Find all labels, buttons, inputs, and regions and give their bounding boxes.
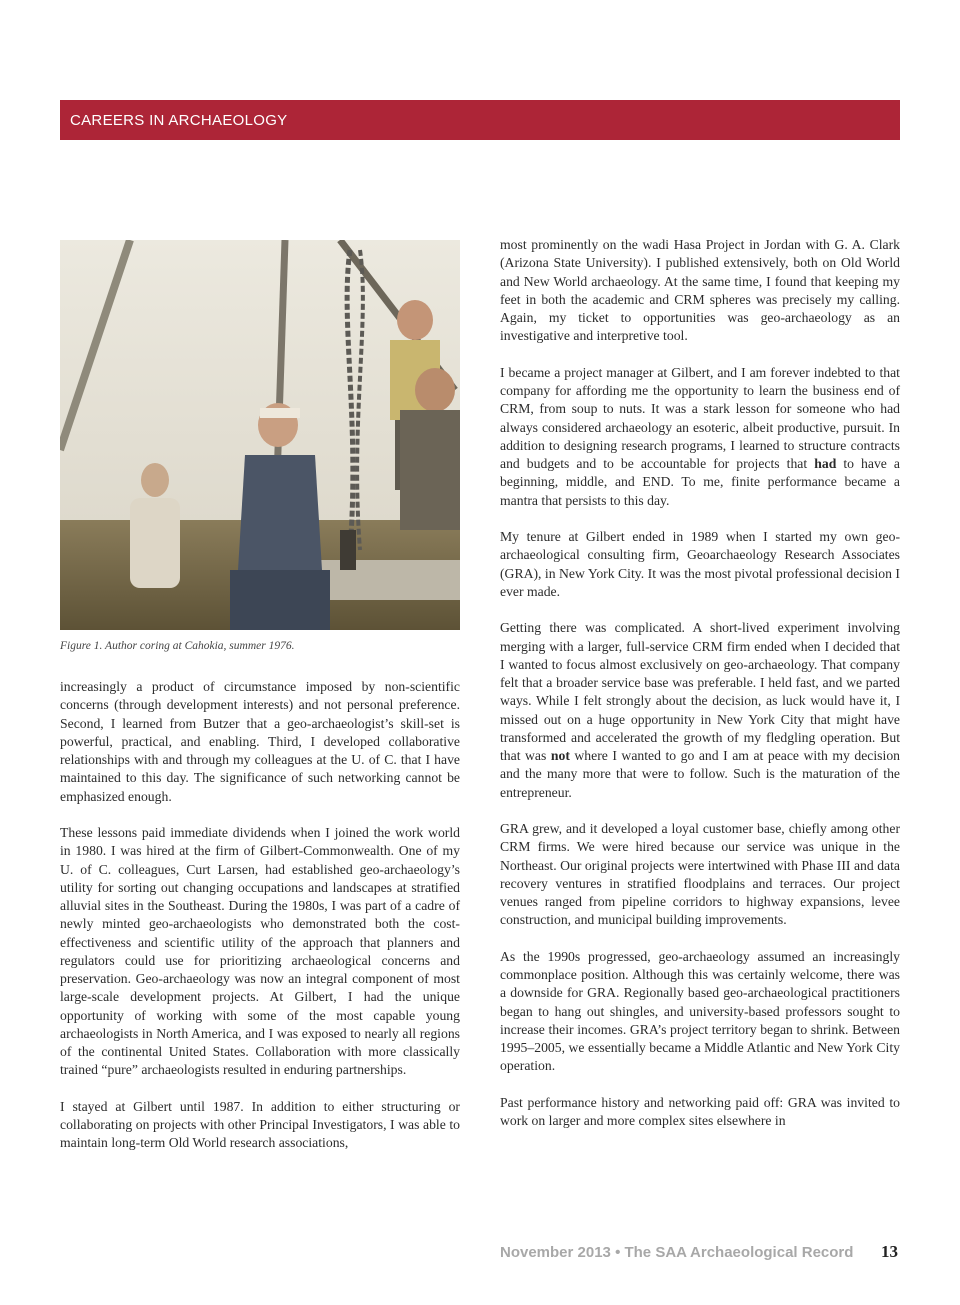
footer-publication: November 2013 • The SAA Archaeological Record — [500, 1244, 854, 1261]
paragraph: GRA grew, and it developed a loyal customer base, chiefly among other CRM firms. We were hired because our service was unique in the Northeast. Our original projects were intertwined with Phase III and data recovery ventures in stratified floodplains and terraces. Our project venues ranged from pipeline corridors to highway expansions, levee construction, and municipal building improvements. — [500, 821, 900, 928]
paragraph: increasingly a product of circumstance imposed by non-scientific concerns (through development interests) and not personal preference. Second, I learned from Butzer that a geo-archaeologist’s skill-set is powerful, practical, and enabling. Third, I developed collaborative relationships with and through my colleagues at the U. of C. that I have maintained to this day. The significance of such networking cannot be emphasized enough. — [60, 679, 460, 804]
figure-caption: Figure 1. Author coring at Cahokia, summer 1976. — [60, 640, 295, 652]
paragraph: As the 1990s progressed, geo-archaeology assumed an increasingly commonplace position. Although this was certainly welcome, there was a downside for GRA. Regionally based geo-archaeological practitioners began to hang out shingles, and university-based professors sought to increase their incomes. GRA’s project territory began to shrink. Between 1995–2005, we essentially became a Middle Atlantic and New York City operation. — [500, 948, 900, 1074]
paragraph: My tenure at Gilbert ended in 1989 when I started my own geo-archaeological consulting firm, Geoarchaeology Research Associates (GRA), in New York City. It was the most pivotal professional decision I ever made. — [500, 529, 900, 599]
paragraph — [500, 619, 900, 802]
section-title: CAREERS IN ARCHAEOLOGY — [70, 111, 288, 129]
paragraph: These lessons paid immediate dividends when I joined the work world in 1980. I was hired at the firm of Gilbert-Commonwealth. One of my U. of C. colleagues, Curt Larsen, had established geo-archaeology’s utility for sorting out changing occupations and landscapes at stratified alluvial sites in the Southeast. During the 1980s, I was part of a cadre of newly minted geo-archaeologists who demonstrated both the cost-effectiveness and scientific utility of the approach that planners and regulators could use for prioritizing archaeological concerns and preservation. Geo-archaeology was now an integral component of most large-scale development projects. At Gilbert, I had the unique opportunity of working with some of the most capable young archaeologists in North America, and I was exposed to nearly all regions of the continental United States. Collaboration with more classically trained “pure” archaeologists resulted in enduring partnerships. — [60, 825, 460, 1078]
paragraph: Past performance history and networking paid off: GRA was invited to work on larger and more complex sites elsewhere in — [500, 1094, 900, 1128]
text-run: I became a project manager at Gilbert, and I am forever indebted to that company for affording me the opportunity to learn the business end of CRM, from soup to nuts. It was a stark lesson for someone who had always considered archaeology an esoteric, albeit productive, pursuit. In addition to designing research programs, I learned to structure contracts and budgets and to be accountable for projects that — [500, 364, 900, 471]
text-run: to have a beginning, middle, and END. To me, finite performance became a mantra that persists to this day. — [500, 456, 901, 508]
text-run: Getting there was complicated. A short-lived experiment involving merging with a larger, full-service CRM firm ended when I decided that I wanted to focus almost exclusively on geo-archaeology. That company felt that a broader service base was preferable. I held fast, and we parted ways. While I felt strongly about the decision, as luck would have it, I missed out on a huge opportunity in New York City that might have transformed and accelerated the growth of my fledgling operation. But that was — [500, 620, 900, 763]
paragraph: most prominently on the wadi Hasa Project in Jordan with G. A. Clark (Arizona State University). I published extensively, both on Old World and New World archaeology. At the same time, I found that keeping my feet in both the academic and CRM spheres was precisely my calling. Again, my ticket to opportunities was geo-archaeology as an investigative and interpretive tool. — [500, 237, 900, 344]
page-number: 13 — [881, 1242, 898, 1261]
page-footer — [500, 1244, 900, 1266]
text-run: where I wanted to go and I am at peace with my decision and the many more that were to follow. Such is the maturation of the entrepreneur. — [500, 748, 901, 800]
paragraph — [500, 364, 900, 510]
bold-text: not — [550, 748, 570, 763]
bold-text: had — [814, 456, 837, 471]
photo-illustration — [60, 240, 460, 630]
figure-photo — [60, 240, 460, 630]
paragraph: I stayed at Gilbert until 1987. In addition to either structuring or collaborating on projects with other Principal Investigators, I was able to maintain long-term Old World research associations, — [60, 1098, 460, 1151]
section-banner — [60, 100, 900, 140]
left-column — [60, 678, 460, 1171]
right-column — [500, 236, 900, 1149]
